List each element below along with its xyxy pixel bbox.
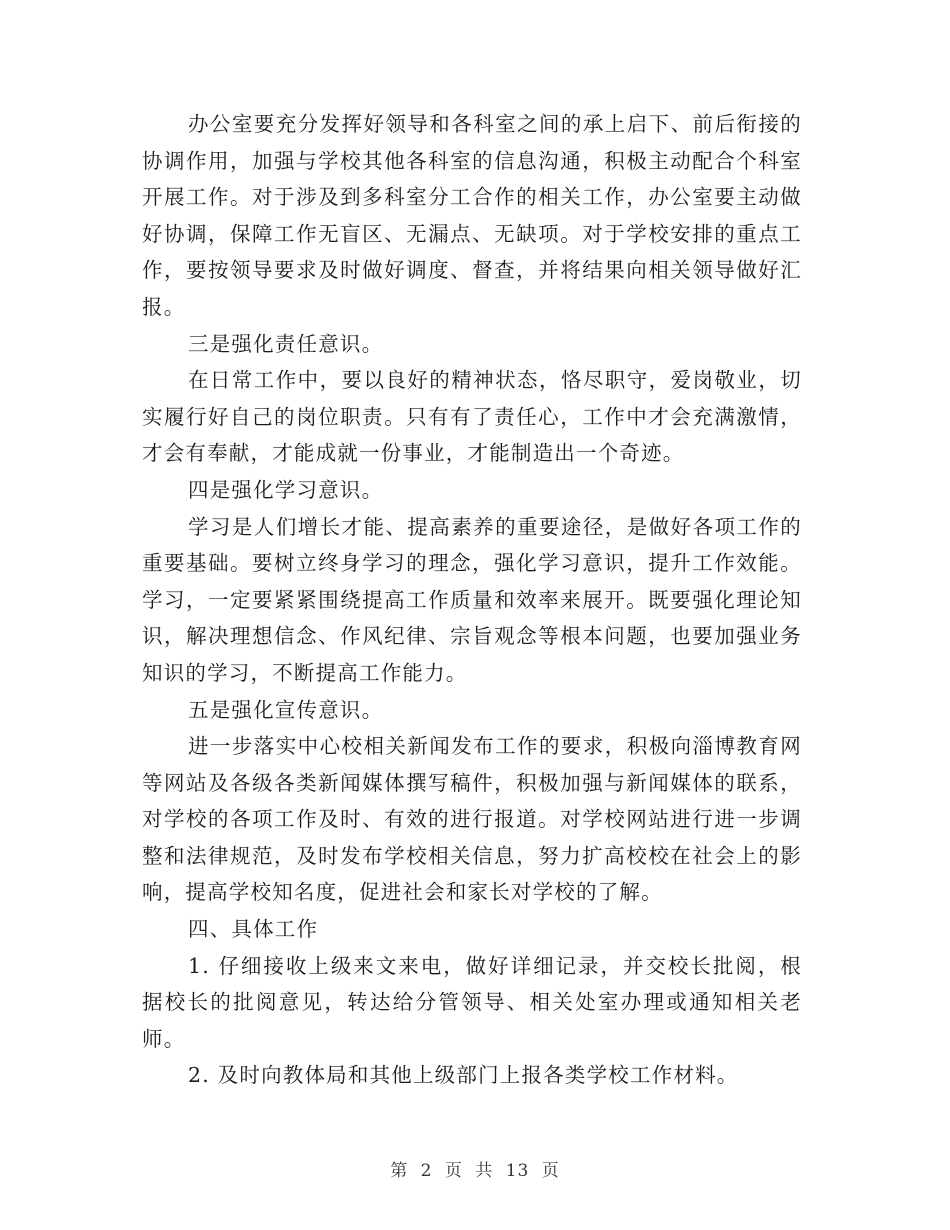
list-item-2: 2. 及时向教体局和其他上级部门上报各类学校工作材料。 bbox=[188, 1063, 739, 1088]
paragraph-responsibility: 在日常工作中，要以良好的精神状态，恪尽职守，爱岗敬业，切实履行好自己的岗位职责。只有有了责任心，工作中才会充满激情，才会有奉献，才能成就一份事业，才能制造出一个奇迹。 bbox=[142, 368, 802, 466]
heading-responsibility-awareness: 三是强化责任意识。 bbox=[188, 331, 384, 356]
page-number-footer: 第 2 页 共 13 页 bbox=[390, 1161, 560, 1181]
paragraph-publicity: 进一步落实中心校相关新闻发布工作的要求，积极向淄博教育网等网站及各级各类新闻媒体撰写稿件，积极加强与新闻媒体的联系，对学校的各项工作及时、有效的进行报道。对学校网站进行进一步调整和法律规范，及时发布学校相关信息，努力扩高校校在社会上的影响，提高学校知名度，促进社会和家长对学校的了解。 bbox=[142, 734, 802, 905]
list-item-1: 1. 仔细接收上级来文来电，做好详细记录，并交校长批阅，根据校长的批阅意见，转达给分管领导、相关处室办理或通知相关老师。 bbox=[142, 953, 802, 1051]
heading-specific-work: 四、具体工作 bbox=[188, 917, 319, 942]
heading-learning-awareness: 四是强化学习意识。 bbox=[188, 477, 384, 502]
heading-publicity-awareness: 五是强化宣传意识。 bbox=[188, 697, 384, 722]
document-body bbox=[142, 106, 802, 1094]
paragraph-office-coordination: 办公室要充分发挥好领导和各科室之间的承上启下、前后衔接的协调作用，加强与学校其他各科室的信息沟通，积极主动配合个科室开展工作。对于涉及到多科室分工合作的相关工作，办公室要主动做好协调，保障工作无盲区、无漏点、无缺项。对于学校安排的重点工作，要按领导要求及时做好调度、督查，并将结果向相关领导做好汇报。 bbox=[142, 112, 802, 319]
paragraph-learning: 学习是人们增长才能、提高素养的重要途径，是做好各项工作的重要基础。要树立终身学习的理念，强化学习意识，提升工作效能。学习，一定要紧紧围绕提高工作质量和效率来展开。既要强化理论知识，解决理想信念、作风纪律、宗旨观念等根本问题，也要加强业务知识的学习，不断提高工作能力。 bbox=[142, 514, 802, 685]
